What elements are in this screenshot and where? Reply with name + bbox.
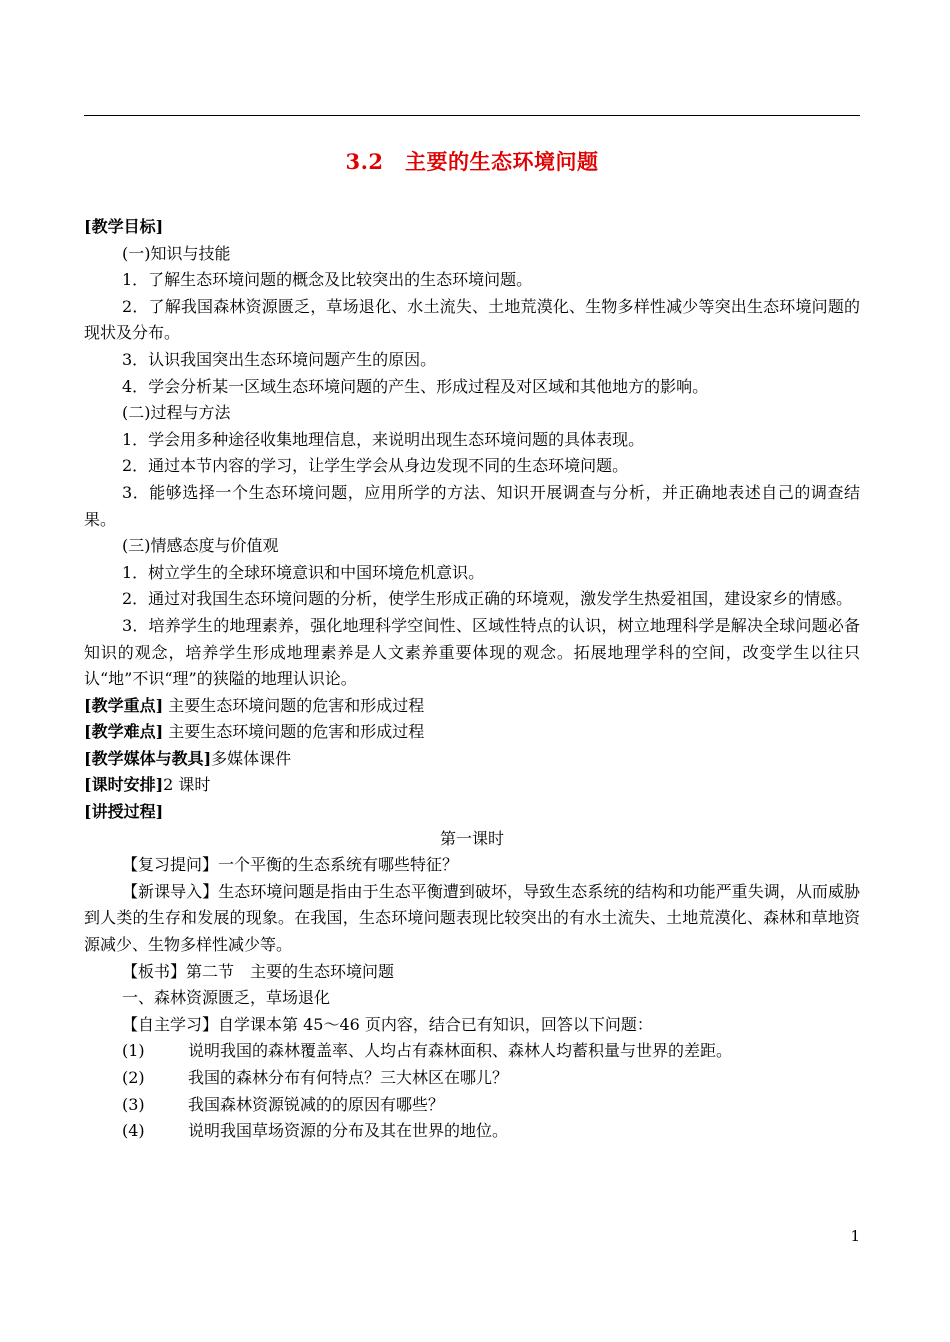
process-heading: [讲授过程] (84, 802, 164, 822)
list-item: 3．能够选择一个生态环境问题，应用所学的方法、知识开展调查与分析，并正确地表述自己的调查结果。 (84, 482, 860, 529)
header-rule (84, 115, 860, 116)
document-body (84, 214, 860, 1145)
self-study: 【自主学习】自学课本第 45～46 页内容，结合已有知识，回答以下问题： (122, 1014, 653, 1034)
question-text: 说明我国的森林覆盖率、人均占有森林面积、森林人均蓄积量与世界的差距。 (188, 1041, 733, 1061)
list-item: 3．认识我国突出生态环境问题产生的原因。 (122, 349, 437, 369)
time-label: [课时安排] (84, 775, 164, 795)
key-text: 主要生态环境问题的危害和形成过程 (163, 695, 425, 715)
question-text: 我国的森林分布有何特点？三大林区在哪儿？ (188, 1068, 509, 1087)
question-number: (4) (122, 1121, 145, 1141)
key-points (84, 693, 860, 720)
list-item: 1．学会用多种途径收集地理信息，来说明出现生态环境问题的具体表现。 (122, 429, 645, 449)
list-item: 4．学会分析某一区域生态环境问题的产生、形成过程及对区域和其他地方的影响。 (122, 376, 709, 396)
page-title: 3.2 主要的生态环境问题 (345, 149, 599, 174)
page-number: 1 (850, 1227, 860, 1245)
section-heading: (二)过程与方法 (122, 403, 231, 423)
review-question: 【复习提问】一个平衡的生态系统有哪些特征？ (122, 855, 459, 875)
board-note: 【板书】第二节 主要的生态环境问题 (122, 961, 395, 981)
question-number: (3) (122, 1094, 145, 1114)
media-text: 多媒体课件 (211, 748, 292, 768)
media-tools (84, 746, 860, 773)
media-label: [教学媒体与教具] (84, 748, 212, 768)
part-heading: 一、森林资源匮乏，草场退化 (122, 988, 331, 1008)
section-heading: (一)知识与技能 (122, 243, 231, 263)
goals-heading: [教学目标] (84, 217, 164, 236)
question-item (84, 1038, 860, 1065)
section-heading: (三)情感态度与价值观 (122, 536, 279, 556)
list-item: 2．通过本节内容的学习，让学生学会从身边发现不同的生态环境问题。 (122, 456, 629, 476)
list-item: 1．树立学生的全球环境意识和中国环境危机意识。 (122, 562, 485, 582)
time-text: 2 课时 (163, 775, 211, 795)
key-label: [教学重点] (84, 695, 164, 715)
question-text: 说明我国草场资源的分布及其在世界的地位。 (188, 1121, 509, 1141)
question-item (84, 1118, 860, 1145)
intro-paragraph: 【新课导入】生态环境问题是指由于生态平衡遭到破坏，导致生态系统的结构和功能严重失调，从而威胁到人类的生存和发展的现象。在我国，生态环境问题表现比较突出的有水土流失、土地荒漠化、森林和草地资源减少、生物多样性减少等。 (84, 881, 860, 955)
question-number: (1) (122, 1041, 145, 1061)
question-item (84, 1065, 860, 1092)
list-item: 1．了解生态环境问题的概念及比较突出的生态环境问题。 (122, 270, 533, 290)
list-item: 2．了解我国森林资源匮乏，草场退化、水土流失、土地荒漠化、生物多样性减少等突出生态环境问题的现状及分布。 (84, 296, 860, 343)
question-number: (2) (122, 1068, 145, 1087)
difficult-points (84, 719, 860, 746)
diff-text: 主要生态环境问题的危害和形成过程 (163, 722, 425, 742)
list-item: 2．通过对我国生态环境问题的分析，使学生形成正确的环境观，激发学生热爱祖国，建设家乡的情感。 (122, 589, 853, 609)
question-item (84, 1092, 860, 1119)
lesson-heading: 第一课时 (439, 828, 504, 848)
time-arrangement (84, 772, 860, 799)
list-item: 3．培养学生的地理素养，强化地理科学空间性、区域性特点的认识，树立地理科学是解决全球问题必备知识的观念，培养学生形成地理素养是人文素养重要体现的观念。拓展地理学科的空间，改变学生以往只认“地”不识“理”的狭隘的地理认识论。 (84, 615, 860, 689)
diff-label: [教学难点] (84, 722, 164, 742)
question-text: 我国森林资源锐减的的原因有哪些？ (188, 1094, 445, 1114)
